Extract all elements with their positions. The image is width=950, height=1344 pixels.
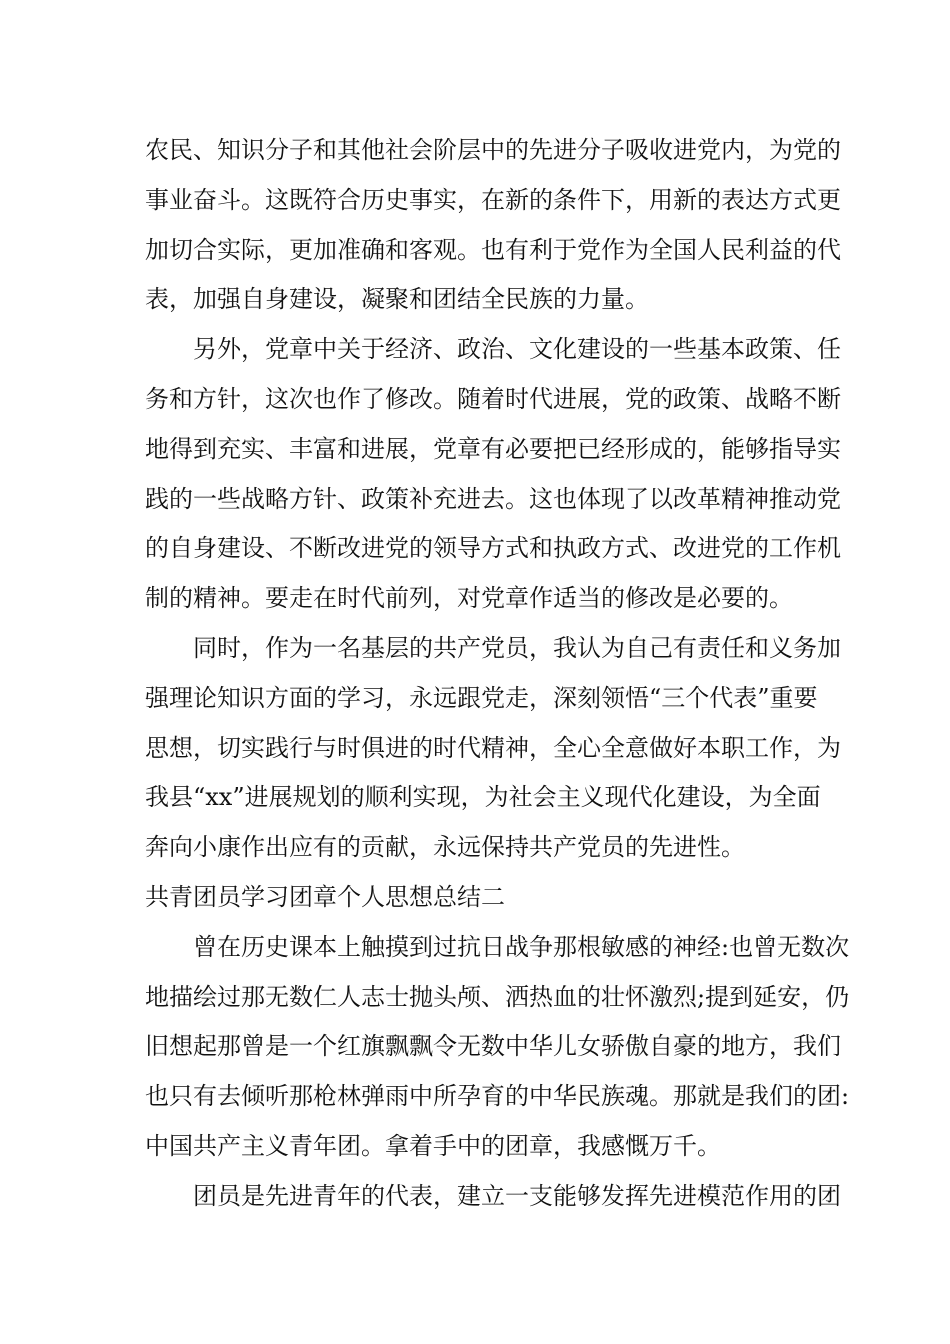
text-line: 加切合实际，更加准确和客观。也有利于党作为全国人民利益的代 — [145, 235, 841, 264]
text-line: 思想，切实践行与时俱进的时代精神，全心全意做好本职工作，为 — [145, 733, 841, 762]
text-line: 制的精神。要走在时代前列，对党章作适当的修改是必要的。 — [145, 584, 793, 613]
text-line: 共青团员学习团章个人思想总结二 — [145, 882, 505, 911]
text-line: 中国共产主义青年团。拿着手中的团章，我感慨万千。 — [145, 1131, 721, 1160]
text-line: 我县“xx”进展规划的顺利实现，为社会主义现代化建设，为全面 — [145, 783, 821, 812]
text-line: 也只有去倾听那枪林弹雨中所孕育的中华民族魂。那就是我们的团: — [145, 1082, 850, 1111]
text-line: 强理论知识方面的学习，永远跟党走，深刻领悟“三个代表”重要 — [145, 683, 818, 712]
text-line: 事业奋斗。这既符合历史事实，在新的条件下，用新的表达方式更 — [145, 185, 841, 214]
paragraph-first-line: 同时，作为一名基层的共产党员，我认为自己有责任和义务加 — [193, 633, 841, 662]
text-line: 奔向小康作出应有的贡献，永远保持共产党员的先进性。 — [145, 833, 745, 862]
text-line: 地得到充实、丰富和进展，党章有必要把已经形成的，能够指导实 — [145, 434, 841, 463]
paragraph-first-line: 团员是先进青年的代表，建立一支能够发挥先进模范作用的团 — [193, 1181, 841, 1210]
text-line: 践的一些战略方针、政策补充进去。这也体现了以改革精神推动党 — [145, 484, 841, 513]
paragraph-first-line: 另外，党章中关于经济、政治、文化建设的一些基本政策、任 — [193, 335, 841, 364]
text-line: 旧想起那曾是一个红旗飘飘令无数中华儿女骄傲自豪的地方，我们 — [145, 1032, 841, 1061]
text-line: 农民、知识分子和其他社会阶层中的先进分子吸收进党内，为党的 — [145, 136, 841, 164]
paragraph-first-line: 曾在历史课本上触摸到过抗日战争那根敏感的神经:也曾无数次 — [193, 932, 850, 961]
text-line: 务和方针，这次也作了修改。随着时代进展，党的政策、战略不断 — [145, 384, 841, 413]
text-line: 地描绘过那无数仁人志士抛头颅、洒热血的壮怀激烈;提到延安，仍 — [145, 982, 850, 1011]
text-line: 的自身建设、不断改进党的领导方式和执政方式、改进党的工作机 — [145, 534, 841, 563]
document-body — [145, 126, 850, 1222]
text-line: 表，加强自身建设，凝聚和团结全民族的力量。 — [145, 285, 649, 314]
